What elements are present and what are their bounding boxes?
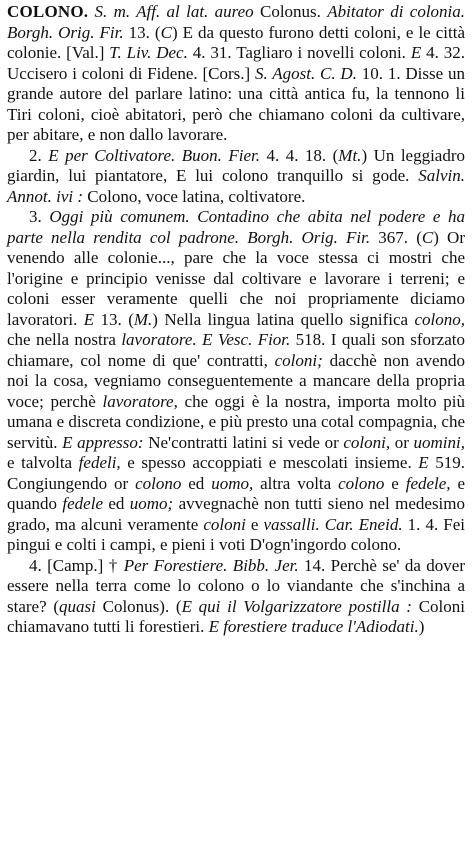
term-emphasis: fedeli,: [78, 453, 121, 472]
quotation-text: ) E da questo furono detti coloni, e le città colonie. [Val.]: [7, 22, 465, 62]
citation-marker: M.: [133, 309, 153, 329]
quotation-text: e: [245, 514, 264, 534]
entry-sense-2: [7, 146, 465, 208]
quotation-text: ) Nella lingua latina quello significa: [152, 309, 415, 329]
citation-marker: C: [160, 22, 172, 42]
citation-ref: 4. 4. 18. (: [260, 145, 339, 165]
quotation-text: ed: [181, 473, 212, 493]
sense-number: 4. [Camp.] †: [29, 555, 124, 575]
editor-note: E qui il Volgarizzatore postilla :: [181, 596, 412, 616]
term-emphasis: uomini,: [413, 432, 465, 452]
term-emphasis: lavoratore,: [102, 391, 178, 411]
term-emphasis: uomo;: [129, 494, 174, 513]
term-emphasis: coloni,: [343, 432, 391, 452]
quotation-text: 14. Perchè se' da dover essere nella terra come lo colono o lo viandante che s'inchina a stare? (: [7, 555, 465, 616]
definition-and-source: Oggi più comunem. Contadino che abita nel podere e ha parte nella rendita col padrone. Borgh. Orig. Fir.: [7, 207, 465, 247]
citation-ref: 13. (: [94, 309, 134, 329]
quotation-text: 518. I quali son sforzato chiamare, col nome di que' contratti,: [7, 330, 465, 370]
quotation-text: che nella nostra: [7, 330, 122, 349]
entry-sense-main: [7, 2, 465, 146]
quotation-text: 10. 1. Disse un grande autore del parlare latino: una città antica fu, la tennono li Tiri coloni, cioè abitatori, però che chiamano coloni da cultivare, per abitare, e non dallo lavorare.: [7, 63, 465, 144]
quotation-text: 4. 32. Uccisero i coloni di Fidene. [Cors.]: [7, 43, 465, 83]
source-title: E: [410, 43, 422, 62]
closing-paren: ): [418, 617, 425, 636]
source-title: E appresso:: [62, 432, 144, 452]
quotation-text: ) Or venendo alle colonie..., pare che la voce stessa ci mostri che l'origine e principio venisse dal coltivare e lavorare i terreni; e coloni esser veramente quelli che noi propriamente diciamo lavoratori.: [7, 227, 465, 329]
quotation-text: altra volta: [253, 473, 339, 493]
term-emphasis: colono: [135, 473, 182, 493]
quotation-text: e talvolta: [7, 453, 79, 472]
source-title: E: [83, 309, 95, 329]
editor-note: E forestiere traduce l'Adiodati.: [208, 617, 419, 636]
source-title: vassalli. Car. Eneid.: [263, 514, 403, 534]
quotation-text: dacchè non avendo noi la cosa, vegniamo conseguentemente a mancare della propria voce; perchè: [7, 350, 465, 411]
quotation-text: avvegnachè non tutti sieno nel medesimo grado, ma alcuni veramente: [7, 494, 466, 534]
quotation-text: 4. 31. Tagliaro i novelli coloni.: [187, 43, 411, 62]
source-title: lavoratore. E Vesc. Fior.: [121, 330, 291, 349]
source-title: S. Agost. C. D.: [254, 63, 357, 83]
citation-marker: C: [421, 227, 434, 247]
sense-number: 2.: [29, 145, 49, 165]
entry-sense-4: [7, 556, 465, 638]
sense-number: 3.: [29, 207, 50, 226]
quotation-text: Colono, voce latina, coltivatore.: [83, 186, 306, 206]
term-emphasis: fedele,: [405, 473, 451, 493]
citation-ref: 13. (: [123, 22, 161, 42]
citation-ref: 367. (: [370, 227, 422, 247]
citation-marker: Mt.: [338, 145, 362, 165]
definition-and-source: Per Forestiere. Bibb. Jer.: [123, 555, 299, 575]
quotation-text: ) Un leggiadro giardin, lui piantatore, E lui colono tranquillo si gode.: [7, 145, 466, 185]
headword: COLONO.: [7, 2, 89, 21]
quotation-text: 519. Congiungendo or: [7, 453, 466, 493]
source-title: E: [418, 453, 429, 472]
term-emphasis: colono: [338, 473, 385, 493]
quotation-text: che oggi è la nostra, importa molto più umana e discreta condizione, e più presto una cotal compagnia, che servitù.: [7, 391, 465, 452]
term-emphasis: quasi: [59, 596, 96, 616]
quotation-text: Coloni chiamavano tutti li forestieri.: [7, 596, 465, 636]
quotation-text: ed: [103, 494, 130, 513]
quotation-text: e quando: [7, 473, 466, 513]
term-emphasis: coloni;: [274, 350, 323, 370]
quotation-text: 1. 4. Fei pingui e colti i campi, e pieni i voti D'ogn'ingordo colono.: [7, 514, 466, 554]
dictionary-page: [7, 2, 465, 854]
quotation-text: e spesso accoppiati e mescolati insieme.: [120, 453, 419, 472]
definition-and-source: Abitator di colonia. Borgh. Orig. Fir.: [7, 2, 466, 42]
source-title: Salvin. Annot. ivi :: [7, 166, 465, 206]
term-emphasis: fedele: [62, 494, 103, 513]
quotation-text: Colonus). (: [95, 596, 182, 616]
quotation-text: Ne'contratti latini si vede or: [143, 432, 344, 452]
entry-sense-3: [7, 207, 465, 556]
latin-term: Colonus.: [253, 2, 328, 21]
quotation-text: or: [390, 432, 414, 452]
term-emphasis: colono,: [414, 309, 465, 329]
term-emphasis: coloni: [203, 514, 246, 534]
term-emphasis: uomo,: [211, 473, 254, 493]
source-title: T. Liv. Dec.: [109, 43, 188, 62]
definition-and-source: E per Coltivatore. Buon. Fier.: [48, 145, 260, 165]
dictionary-entry-colono: [7, 2, 465, 638]
quotation-text: e: [384, 473, 406, 493]
grammar-tag: S. m. Aff. al lat. aureo: [94, 2, 254, 21]
